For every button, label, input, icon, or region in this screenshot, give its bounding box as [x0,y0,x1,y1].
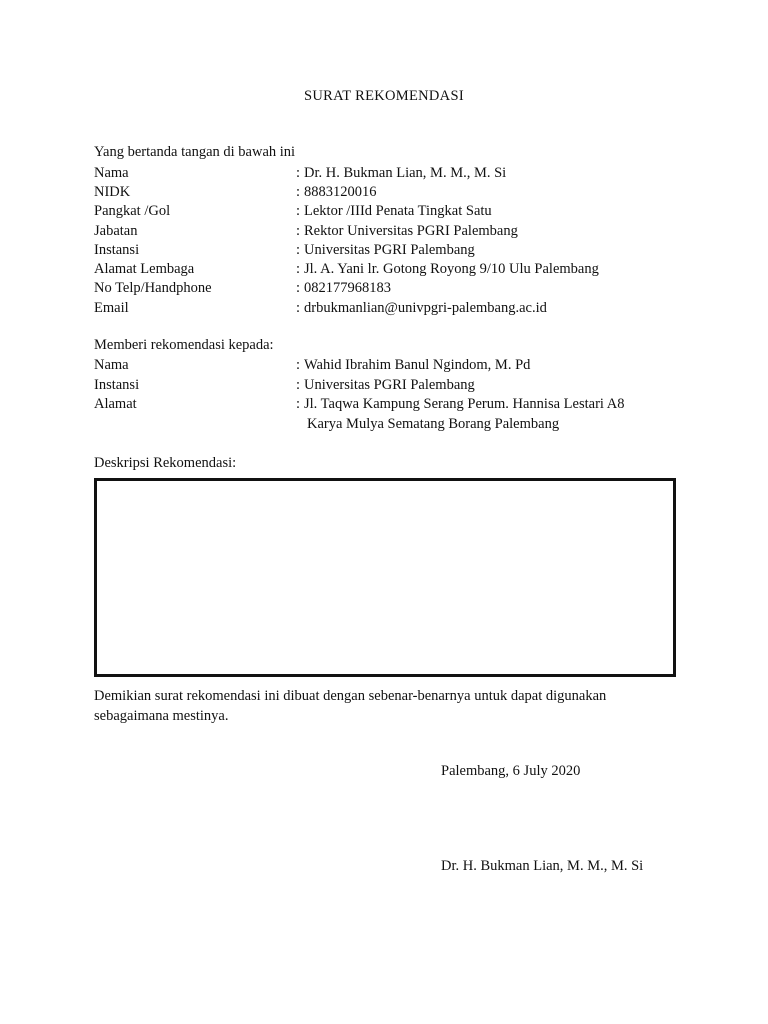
closing-paragraph: Demikian surat rekomendasi ini dibuat dengan sebenar-benarnya untuk dapat digunakan sebagaimana mestinya. [94,688,607,724]
description-label: Deskripsi Rekomendasi: [94,455,237,471]
row-separator: : [296,280,301,296]
recipient-address-continuation: Karya Mulya Sematang Borang Palembang [307,416,560,432]
row-label: Jabatan [94,223,138,239]
document-title: SURAT REKOMENDASI [304,88,464,104]
row-label: Alamat Lembaga [94,261,195,277]
row-label: Nama [94,357,129,373]
row-value: Universitas PGRI Palembang [304,377,475,393]
place-date: Palembang, 6 July 2020 [441,763,581,779]
row-value: Rektor Universitas PGRI Palembang [304,223,518,239]
description-box [94,478,676,677]
signer-name: Dr. H. Bukman Lian, M. M., M. Si [441,858,644,874]
row-label: NIDK [94,184,131,200]
row-separator: : [296,357,301,373]
row-label: Alamat [94,396,137,412]
row-separator: : [296,223,301,239]
row-value: Universitas PGRI Palembang [304,242,475,258]
row-value: Jl. A. Yani lr. Gotong Royong 9/10 Ulu Palembang [304,261,599,277]
row-value: Jl. Taqwa Kampung Serang Perum. Hannisa Lestari A8 [304,396,625,412]
row-separator: : [296,396,301,412]
row-label: Instansi [94,377,140,393]
row-label: Pangkat /Gol [94,203,171,219]
row-label: Instansi [94,242,140,258]
row-value: Wahid Ibrahim Banul Ngindom, M. Pd [304,357,531,373]
row-separator: : [296,203,301,219]
row-separator: : [296,184,301,200]
recommendation-intro: Memberi rekomendasi kepada: [94,337,274,353]
row-value: 082177968183 [304,280,391,296]
intro-text: Yang bertanda tangan di bawah ini [94,144,296,160]
row-separator: : [296,242,301,258]
row-label: Nama [94,165,129,181]
row-separator: : [296,377,301,393]
row-value: Dr. H. Bukman Lian, M. M., M. Si [304,165,507,181]
row-value: drbukmanlian@univpgri-palembang.ac.id [304,300,547,316]
row-value: 8883120016 [304,184,377,200]
row-label: No Telp/Handphone [94,280,212,296]
row-separator: : [296,165,301,181]
row-label: Email [94,300,129,316]
row-separator: : [296,261,301,277]
row-value: Lektor /IIId Penata Tingkat Satu [304,203,492,219]
row-separator: : [296,300,301,316]
